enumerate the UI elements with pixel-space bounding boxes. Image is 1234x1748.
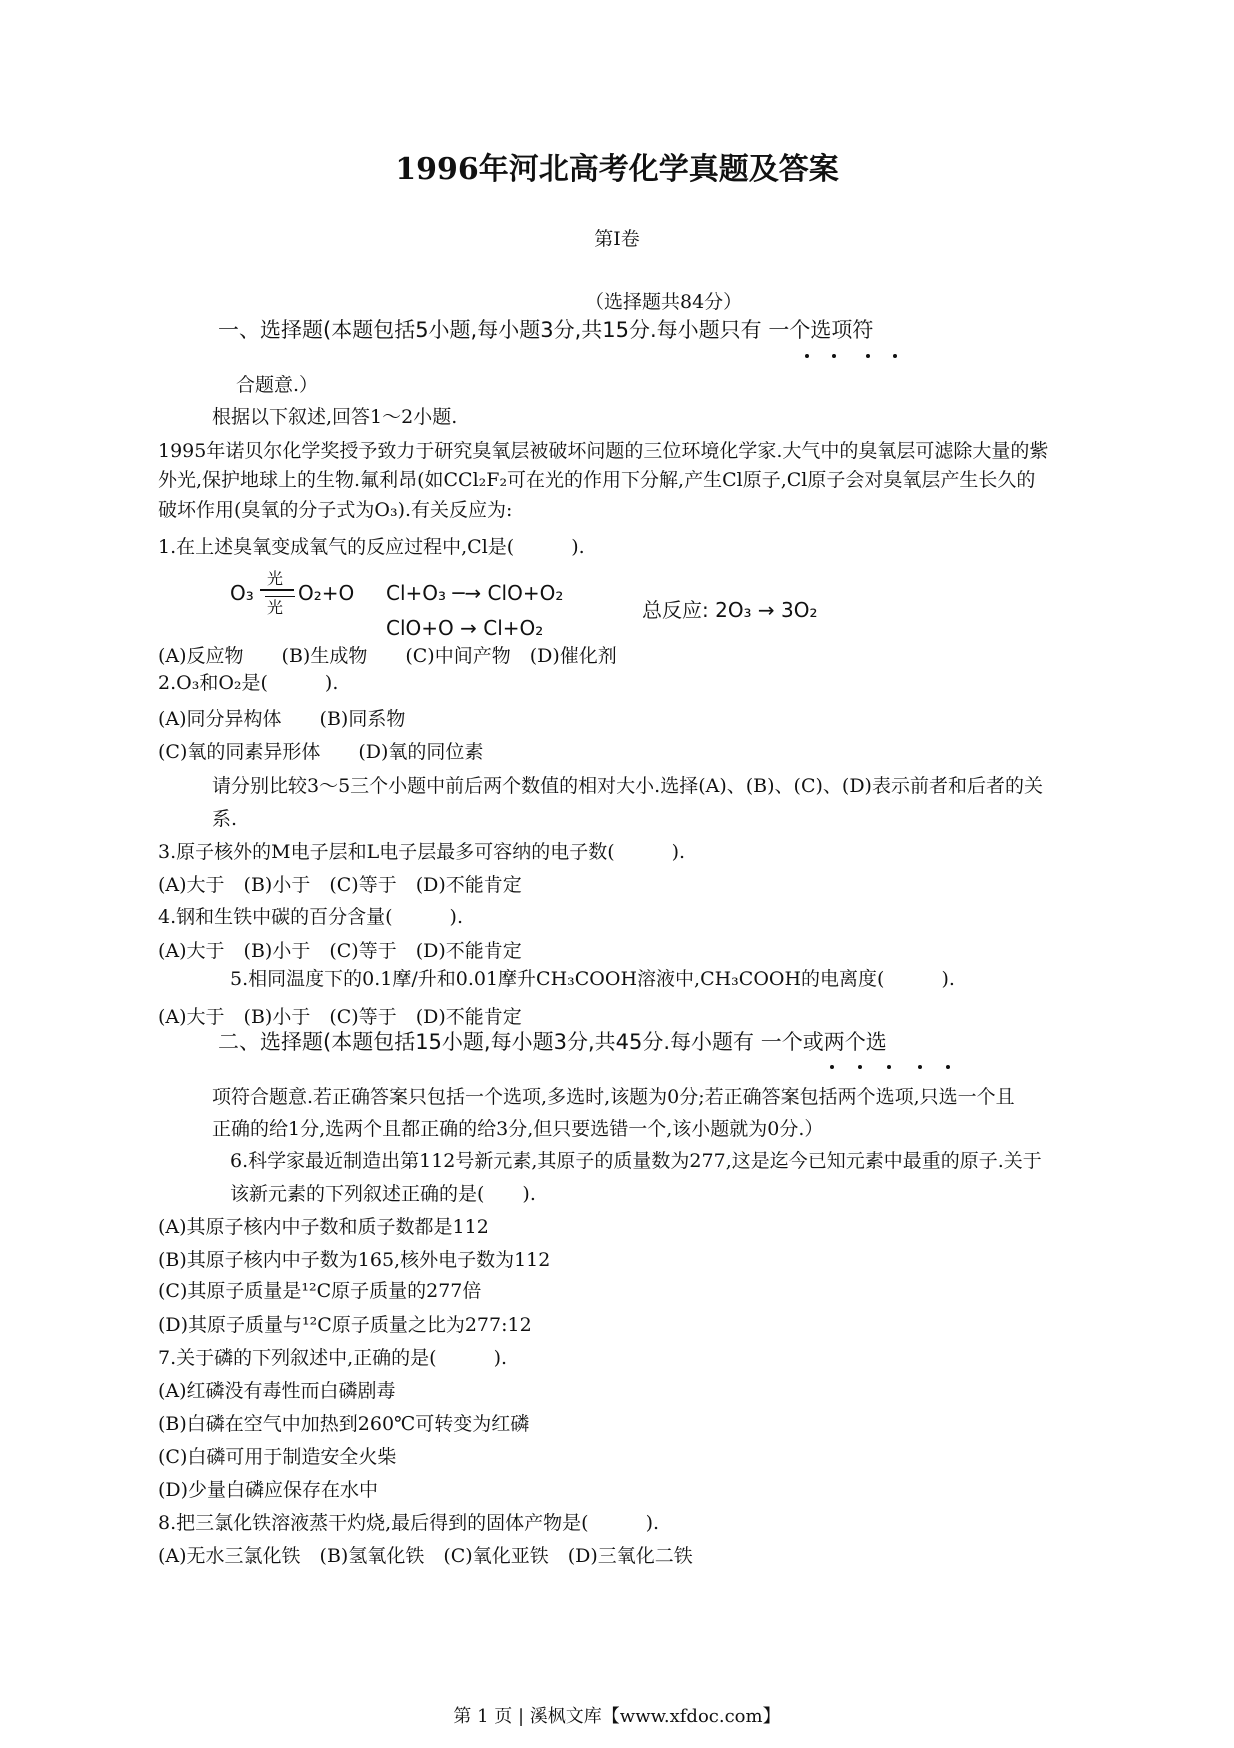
eq1-left: O₃ <box>230 581 254 605</box>
question-8: 8.把三氯化铁溶液蒸干灼烧,最后得到的固体产物是( ). <box>158 1512 660 1534</box>
question-2-options-ab: (A)同分异构体 (B)同系物 <box>158 708 406 730</box>
eq1-right: O₂+O <box>298 581 355 605</box>
question-6-option-c: (C)其原子质量是¹²C原子质量的277倍 <box>158 1280 482 1302</box>
equilibrium-arrow-lower <box>265 596 295 597</box>
page-footer: 第 1 页 | 溪枫文库【www.xfdoc.com】 <box>453 1706 781 1727</box>
equilibrium-arrow <box>260 589 294 591</box>
question-6-line-2: 该新元素的下列叙述正确的是( ). <box>230 1183 536 1205</box>
question-5-options: (A)大于 (B)小于 (C)等于 (D)不能肯定 <box>158 1006 522 1028</box>
section1-heading: 一、选择题(本题包括5小题,每小题3分,共15分.每小题只有 一个选项符 <box>218 318 874 342</box>
question-6-option-b: (B)其原子核内中子数为165,核外电子数为112 <box>158 1249 551 1271</box>
section2-heading: 二、选择题(本题包括15小题,每小题3分,共45分.每小题有 一个或两个选 <box>218 1030 887 1054</box>
question-6-option-a: (A)其原子核内中子数和质子数都是112 <box>158 1216 489 1238</box>
question-6-line-1: 6.科学家最近制造出第112号新元素,其原子的质量数为277,这是迄今已知元素中最重的原子.关于 <box>230 1150 1042 1172</box>
passage-line-2: 外光,保护地球上的生物.氟利昂(如CCl₂F₂可在光的作用下分解,产生Cl原子,Cl原子会对臭氧层产生长久的 <box>158 469 1036 491</box>
question-1-options: (A)反应物 (B)生成物 (C)中间产物 (D)催化剂 <box>158 645 617 667</box>
question-7-option-c: (C)白磷可用于制造安全火柴 <box>158 1446 397 1468</box>
section2-line-2: 正确的给1分,选两个且都正确的给3分,但只要选错一个,该小题就为0分.） <box>212 1118 824 1140</box>
section1-tail: 合题意.） <box>236 374 319 396</box>
eq2: Cl+O₃ ─→ ClO+O₂ <box>386 581 564 605</box>
choice-note: （选择题共84分） <box>585 291 743 313</box>
eq1-top-label: 光 <box>267 569 284 588</box>
question-4: 4.钢和生铁中碳的百分含量( ). <box>158 906 463 928</box>
intro-1-2: 根据以下叙述,回答1～2小题. <box>212 406 458 428</box>
volume-label: 第I卷 <box>594 228 640 250</box>
passage-line-3: 破坏作用(臭氧的分子式为O₃).有关反应为: <box>158 499 513 521</box>
question-5: 5.相同温度下的0.1摩/升和0.01摩升CH₃COOH溶液中,CH₃COOH的电离度( ). <box>230 968 955 990</box>
question-2: 2.O₃和O₂是( ). <box>158 672 339 694</box>
question-4-options: (A)大于 (B)小于 (C)等于 (D)不能肯定 <box>158 940 522 962</box>
question-7-option-b: (B)白磷在空气中加热到260℃可转变为红磷 <box>158 1413 530 1435</box>
question-2-options-cd: (C)氧的同素异形体 (D)氧的同位素 <box>158 741 484 763</box>
question-3-options: (A)大于 (B)小于 (C)等于 (D)不能肯定 <box>158 874 522 896</box>
question-7: 7.关于磷的下列叙述中,正确的是( ). <box>158 1347 508 1369</box>
intro-3-5-line-1: 请分别比较3～5三个小题中前后两个数值的相对大小.选择(A)、(B)、(C)、(D)表示前者和后者的关 <box>212 775 1043 797</box>
intro-3-5-line-2: 系. <box>212 808 238 830</box>
question-6-option-d: (D)其原子质量与¹²C原子质量之比为277:12 <box>158 1314 532 1336</box>
question-1: 1.在上述臭氧变成氧气的反应过程中,Cl是( ). <box>158 536 585 558</box>
question-7-option-a: (A)红磷没有毒性而白磷剧毒 <box>158 1380 396 1402</box>
question-7-option-d: (D)少量白磷应保存在水中 <box>158 1479 379 1501</box>
document-title: 1996年河北高考化学真题及答案 <box>395 152 839 187</box>
question-3: 3.原子核外的M电子层和L电子层最多可容纳的电子数( ). <box>158 841 686 863</box>
eq3: ClO+O → Cl+O₂ <box>386 616 544 640</box>
section2-line-1: 项符合题意.若正确答案只包括一个选项,多选时,该题为0分;若正确答案包括两个选项,只选一个且 <box>212 1086 1015 1108</box>
passage-line-1: 1995年诺贝尔化学奖授予致力于研究臭氧层被破坏问题的三位环境化学家.大气中的臭氧层可滤除大量的紫 <box>158 440 1049 462</box>
eq1-bottom-label: 光 <box>267 598 284 617</box>
question-8-options: (A)无水三氯化铁 (B)氢氧化铁 (C)氧化亚铁 (D)三氧化二铁 <box>158 1545 693 1567</box>
eq-total: 总反应: 2O₃ → 3O₂ <box>642 598 818 622</box>
